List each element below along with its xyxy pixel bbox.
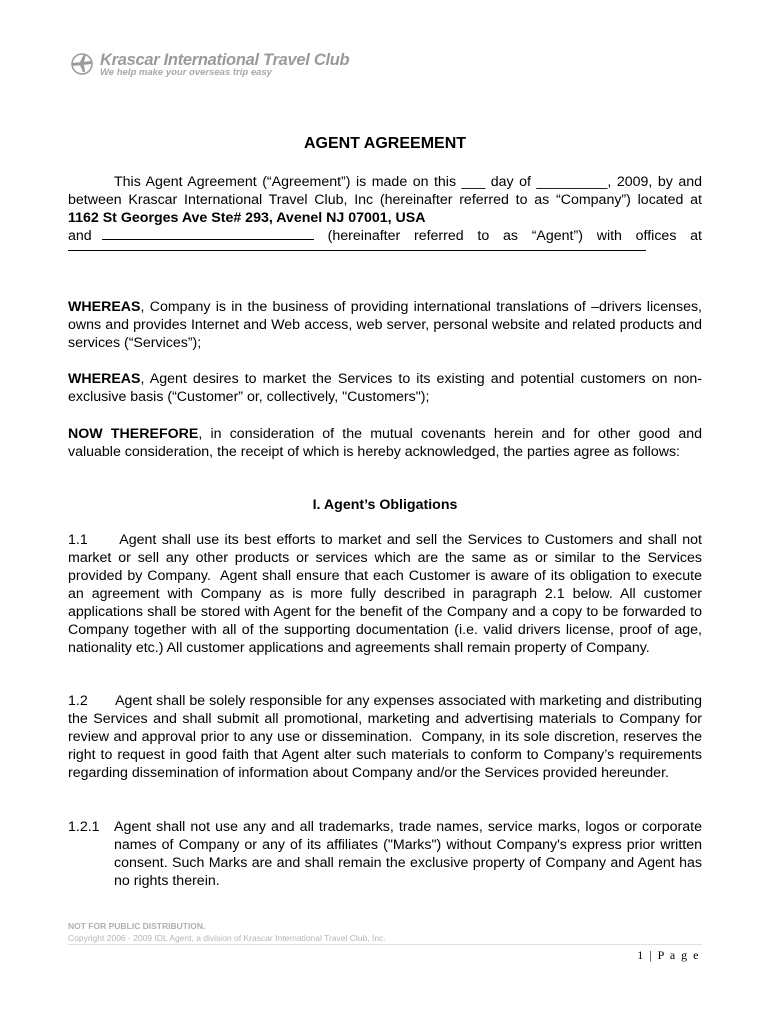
clause-1-1: [68, 531, 706, 657]
whereas-text-1: , Company is in the business of providing international translations of –drivers licenses, owns and provides Internet and Web access, web server, personal website and related products and services (“Services”);: [68, 299, 702, 351]
company-tagline: We help make your overseas trip easy: [100, 67, 272, 78]
airplane-logo-icon: [68, 50, 96, 78]
now-therefore-paragraph: [68, 425, 702, 461]
whereas-text-2: , Agent desires to market the Services to its existing and potential customers on non-exclusive basis (“Customer” or, collectively, "Customers");: [68, 371, 702, 405]
copyright-notice: Copyright 2006 - 2009 IDL Agent, a division of Krascar International Travel Club, Inc.: [68, 933, 386, 943]
clause-1-1-text: 1.1 Agent shall use its best efforts to market and sell the Services to Customers and shall not market or sell any other products or services which are the same as or similar to the Services provided by Company. Agent shall ensure that each Customer is aware of its obligation to execute an agreement with Company as is more fully described in paragraph 2.1 below. All customer applications shall be stored with Agent for the benefit of the Company and a copy to be forwarded to Company together with all of the supporting documentation (i.e. valid drivers license, proof of age, nationality etc.) All customer applications and agreements shall remain property of Company.: [68, 532, 706, 656]
intro-paragraph: [68, 173, 702, 251]
agent-office-blank: [68, 250, 646, 251]
company-name: Krascar International Travel Club: [100, 51, 350, 69]
clause-1-2-1-number: 1.2.1: [68, 819, 100, 835]
now-therefore-text: , in consideration of the mutual covenants herein and for other good and valuable consideration, the receipt of which is hereby acknowledged, the parties agree as follows:: [68, 426, 702, 460]
agent-reference: (hereinafter referred to as “Agent”) with offices at: [327, 228, 702, 244]
company-address: 1162 St Georges Ave Ste# 293, Avenel NJ 07001, USA: [68, 210, 426, 226]
intro-text: This Agent Agreement (“Agreement”) is made on this ___ day of _________, 2009, by and between Krascar International Travel Club, Inc (hereinafter referred to as “Company”) located at: [68, 174, 702, 208]
clause-1-2-text: 1.2 Agent shall be solely responsible for any expenses associated with marketing and distributing the Services and shall submit all promotional, marketing and advertising materials to Company for review and approval prior to any use or dissemination. Company, in its sole discretion, reserves the right to request in good faith that Agent alter such materials to conform to Company’s requirements regarding dissemination of information about Company and/or the Services provided hereunder.: [68, 693, 706, 781]
agent-name-blank: [102, 227, 314, 240]
page-number: 1 | P a g e: [637, 948, 700, 962]
whereas-lead-2: WHEREAS: [68, 371, 141, 387]
clause-1-2-1-text: Agent shall not use any and all trademarks, trade names, service marks, logos or corporate names of Company or any of its affiliates ("Marks") without Company's express prior written consent. Such Marks are and shall remain the exclusive property of Company and Agent has no rights therein.: [114, 819, 702, 889]
clause-1-2: [68, 692, 706, 782]
company-logo: [68, 50, 349, 86]
distribution-notice: NOT FOR PUBLIC DISTRIBUTION.: [68, 921, 206, 931]
whereas-paragraph-2: [68, 370, 702, 406]
whereas-lead-1: WHEREAS: [68, 299, 141, 315]
and-label: and: [68, 228, 92, 244]
section-heading: I. Agent’s Obligations: [312, 497, 458, 513]
clause-1-2-1: [68, 818, 702, 890]
whereas-paragraph-1: [68, 298, 702, 352]
footer-divider: [68, 944, 702, 945]
document-title: AGENT AGREEMENT: [303, 135, 467, 152]
now-therefore-lead: NOW THEREFORE: [68, 426, 199, 442]
